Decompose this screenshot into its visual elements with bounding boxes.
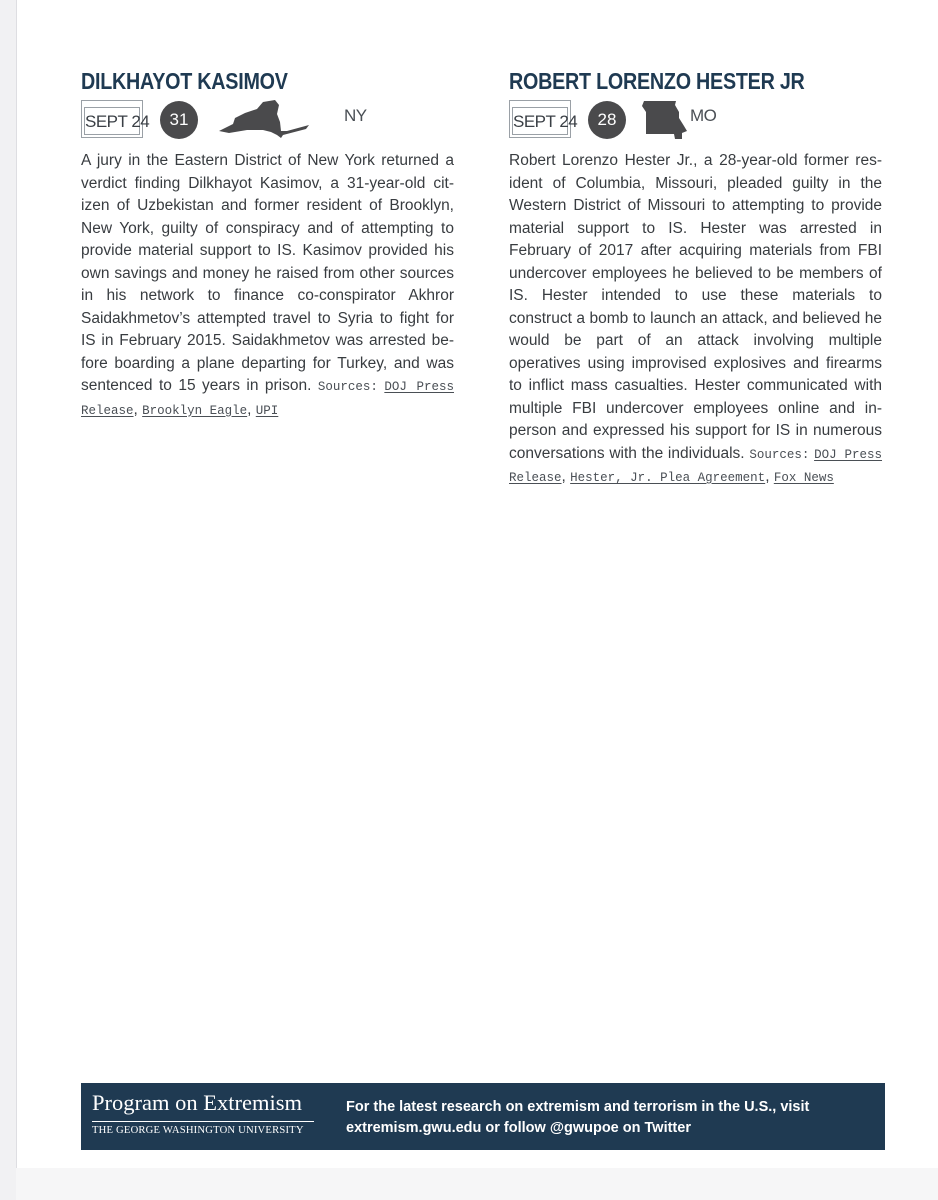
- date-badge: [81, 100, 150, 138]
- page-left-margin: [0, 0, 17, 1200]
- university-name: THE GEORGE WASHINGTON UNIVERSITY: [92, 1125, 304, 1136]
- case-meta-row: [81, 100, 454, 140]
- sources-label: Sources:: [317, 380, 378, 394]
- source-link-brooklyn-eagle[interactable]: Brooklyn Eagle: [142, 403, 248, 418]
- defendant-name: ROBERT LORENZO HESTER JR: [509, 68, 805, 94]
- case-meta-row: [509, 100, 882, 140]
- page-bottom-edge: [16, 1168, 938, 1200]
- case-description-text: A jury in the Eastern District of New York returned a verdict finding Dilkhayot Kasimov, a 31-year-old citizen of Uzbekistan and former resident of Brooklyn, New York, guilty of conspiracy and of attempting to provide material support to IS. Kasimov provided his own savings and money he raised from other sources in his network to finance co-conspirator Akhror Saidakhmetov’s attempted travel to Syria to fight for IS in February 2015. Saidakhmetov was arrested before boarding a plane departing for Turkey, and was sentenced to 15 years in prison.: [81, 152, 454, 394]
- age-badge: 31: [160, 101, 198, 139]
- age-badge: 28: [588, 101, 626, 139]
- state-code: NY: [344, 106, 367, 125]
- sources-label: Sources:: [749, 447, 810, 462]
- logo-divider: [92, 1121, 314, 1122]
- program-logo-title: Program on Extremism: [92, 1090, 302, 1115]
- date-badge: [509, 100, 578, 138]
- case-description: Robert Lorenzo Hester Jr., a 28-year-old former resident of Columbia, Missouri, pleaded guilty in the Western District of Missouri to attempting to provide material support to IS. Hester was arrested in February of 2017 after acquiring materials from FBI undercover employees he believed to be members of IS. Hester intended to use these materials to construct a bomb to launch an attack, and believed he would be part of an attack involving multiple operatives using improvised explosives and firearms to inflict mass casualties. Hester communicated with multiple FBI undercover employees online and in-person and expressed his support for IS in numerous conversations with the individuals. Sources: DOJ Press Release, Hester, Jr. Plea Agreement, Fox News: [509, 152, 883, 485]
- date-label: SEPT 24: [84, 107, 140, 135]
- source-link-doj[interactable]: DOJ Press Release: [81, 380, 454, 418]
- footer-line-2: extremism.gwu.edu or follow @gwupoe on Twitter: [346, 1120, 691, 1136]
- case-entry-kasimov: [81, 64, 454, 422]
- source-link-doj[interactable]: DOJ Press Release: [509, 447, 883, 485]
- defendant-name: DILKHAYOT KASIMOV: [81, 68, 288, 94]
- footer-banner: [81, 1083, 885, 1150]
- source-link-fox-news[interactable]: Fox News: [773, 471, 834, 485]
- missouri-state-icon: [642, 100, 688, 140]
- case-description: A jury in the Eastern District of New York returned a verdict finding Dilkhayot Kasimov, a 31-year-old citizen of Uzbekistan and former resident of Brooklyn, New York, guilty of conspiracy and of attempting to provide material support to IS. Kasimov provided his own savings and money he raised from other sources in his network to finance co-conspirator Akhror Saidakhmetov’s attempted travel to Syria to fight for IS in February 2015. Saidakhmetov was arrested before boarding a plane departing for Turkey, and was sentenced to 15 years in prison. Sources: DOJ Press Release, Brooklyn Eagle, UPI: [81, 152, 454, 418]
- state-code: MO: [690, 106, 717, 125]
- new-york-state-icon: [217, 100, 339, 140]
- footer-line-1: For the latest research on extremism and terrorism in the U.S., visit: [346, 1099, 810, 1115]
- case-entry-hester: [509, 64, 882, 490]
- source-link-plea-agreement[interactable]: Hester, Jr. Plea Agreement: [570, 471, 766, 485]
- case-description-text: Robert Lorenzo Hester Jr., a 28-year-old former resident of Columbia, Missouri, pleaded guilty in the Western District of Missouri to attempting to provide material support to IS. Hester was arrested in February of 2017 after acquiring materials from FBI undercover employees he believed to be members of IS. Hester intended to use these materials to construct a bomb to launch an attack, and believed he would be part of an attack involving multiple operatives using improvised explosives and firearms to inflict mass casualties. Hester communicated with multiple FBI undercover employees online and in-person and expressed his support for IS in numerous conversations with the individuals.: [509, 152, 882, 462]
- footer-message: [346, 1097, 866, 1139]
- source-link-upi[interactable]: UPI: [255, 403, 279, 418]
- date-label: SEPT 24: [512, 107, 568, 135]
